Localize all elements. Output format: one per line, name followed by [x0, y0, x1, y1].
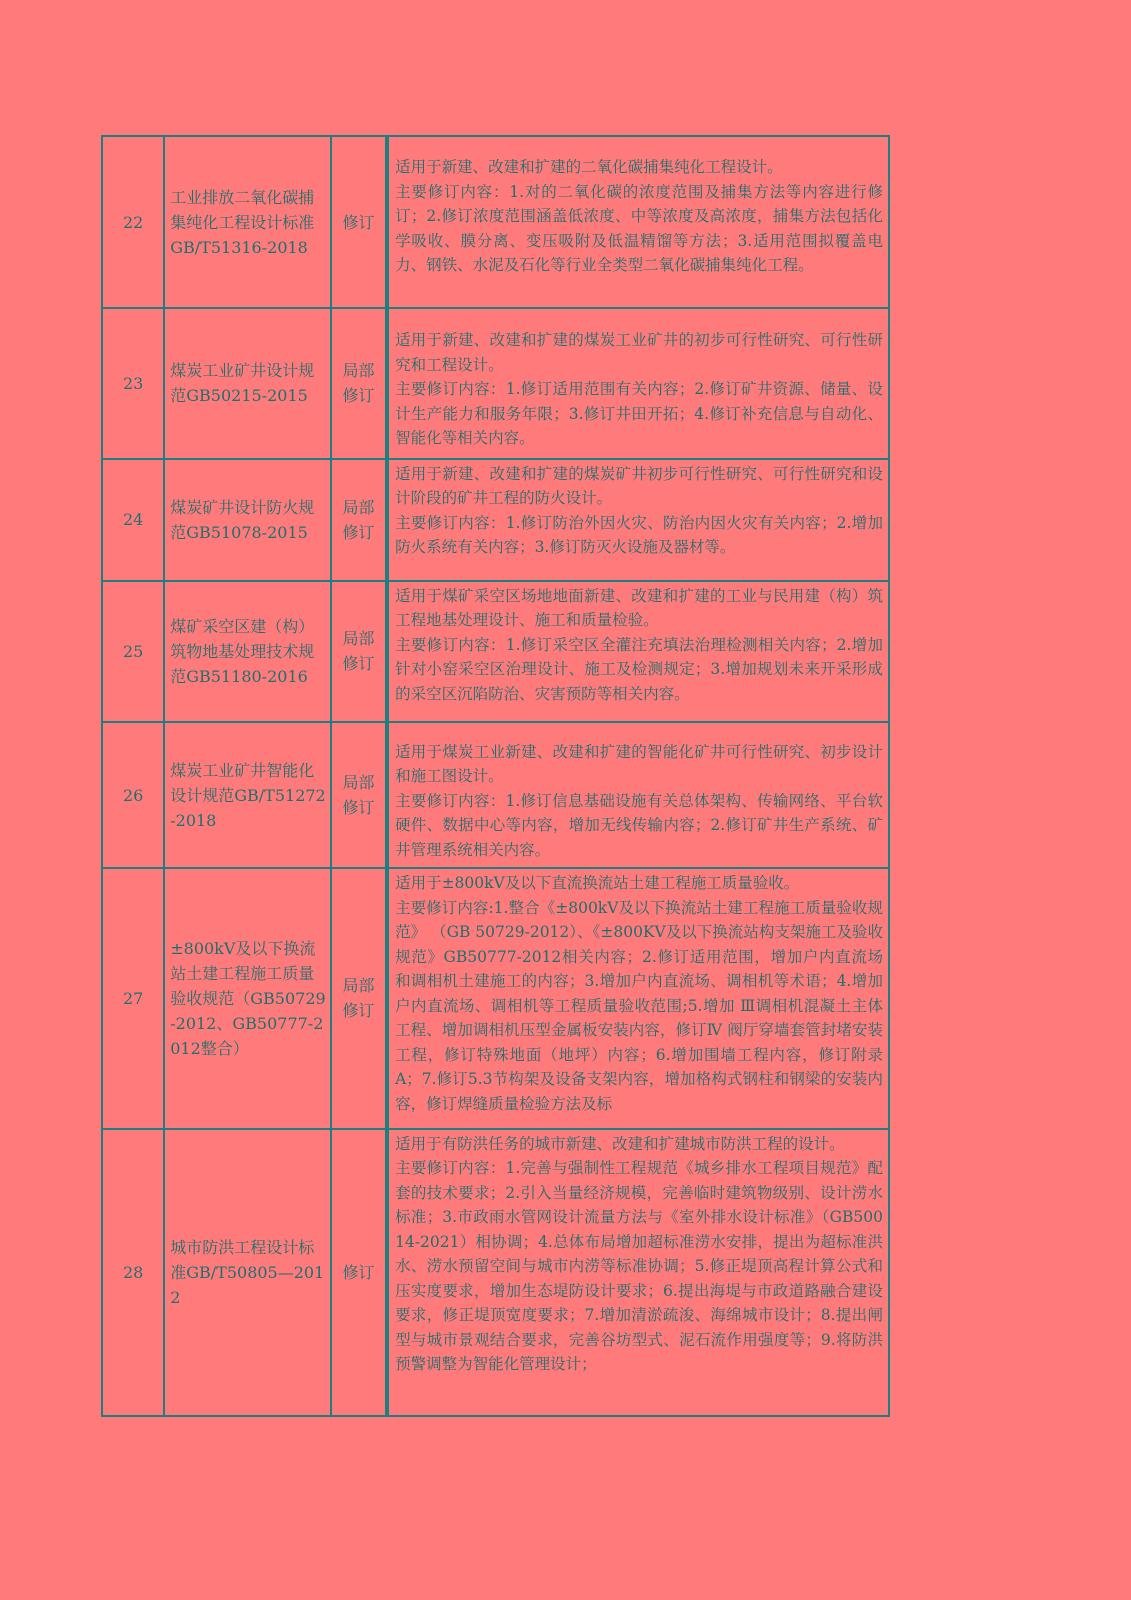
- revision-type: 局部修订: [332, 460, 387, 582]
- revision-description: [387, 1130, 890, 1417]
- row-number: 28: [103, 1130, 165, 1417]
- table-row: [103, 869, 890, 1129]
- row-number: 22: [103, 137, 165, 309]
- content-text: 主要修订内容：1.修订采空区全灌注充填法治理检测相关内容；2.增加针对小窑采空区治理设计、施工及检测规定；3.增加规划未来开采形成的采空区沉陷防治、灾害预防等相关内容。: [395, 635, 883, 703]
- content-text: 主要修订内容：1.完善与强制性工程规范《城乡排水工程项目规范》配套的技术要求；2.引入当量经济规模，完善临时建筑物级别、设计涝水标准；3.市政雨水管网设计流量方法与《室外排水设计标准》（GB50014-2021）相协调；4.总体布局增加超标准涝水安排，提出为超标准洪水、涝水预留空间与城市内涝等标准协调；5.修正堤顶高程计算公式和压实度要求，增加生态堤防设计要求；6.提出海堤与市政道路融合建设要求，修正堤顶宽度要求；7.增加清淤疏浚、海绵城市设计；8.提出闸型与城市景观结合要求，完善谷坊型式、泥石流作用强度等；9.将防洪预警调整为智能化管理设计；: [395, 1159, 883, 1374]
- revision-description: [387, 460, 890, 582]
- revision-description: [387, 869, 890, 1129]
- scope-text: 适用于煤矿采空区场地地面新建、改建和扩建的工业与民用建（构）筑工程地基处理设计、施工和质量检验。: [395, 586, 883, 630]
- standard-name: 煤矿采空区建（构）筑物地基处理技术规范GB51180-2016: [165, 582, 332, 723]
- standard-name: 城市防洪工程设计标准GB/T50805—2012: [165, 1130, 332, 1417]
- revision-type: 修订: [332, 137, 387, 309]
- table-row: [103, 1130, 890, 1417]
- standard-name: 煤炭矿井设计防火规范GB51078-2015: [165, 460, 332, 582]
- table-row: [103, 723, 890, 869]
- row-number: 27: [103, 869, 165, 1129]
- content-text: 主要修订内容：1.修订信息基础设施有关总体架构、传输网络、平台软硬件、数据中心等内容，增加无线传输内容；2.修订矿井生产系统、矿井管理系统相关内容。: [395, 791, 883, 859]
- revision-type: 局部修订: [332, 723, 387, 869]
- revision-type: 局部修订: [332, 869, 387, 1129]
- scope-text: 适用于有防洪任务的城市新建、改建和扩建城市防洪工程的设计。: [395, 1134, 845, 1153]
- revision-type: 局部修订: [332, 309, 387, 459]
- revision-description: [387, 309, 890, 459]
- standard-name: 煤炭工业矿井设计规范GB50215-2015: [165, 309, 332, 459]
- revision-type: 修订: [332, 1130, 387, 1417]
- row-number: 24: [103, 460, 165, 582]
- scope-text: 适用于新建、改建和扩建的煤炭工业矿井的初步可行性研究、可行性研究和工程设计。: [395, 331, 883, 374]
- revision-description: [387, 723, 890, 869]
- standard-name: 工业排放二氧化碳捕集纯化工程设计标准GB/T51316-2018: [165, 137, 332, 309]
- table-row: [103, 582, 890, 723]
- row-number: 26: [103, 723, 165, 869]
- row-number: 23: [103, 309, 165, 459]
- table-row: [103, 460, 890, 582]
- table-row: [103, 309, 890, 459]
- content-text: 主要修订内容：1.修订防治外因火灾、防治内因火灾有关内容；2.增加防火系统有关内容；3.修订防灭火设施及器材等。: [395, 513, 883, 556]
- scope-text: 适用于煤炭工业新建、改建和扩建的智能化矿井可行性研究、初步设计和施工图设计。: [395, 742, 883, 786]
- standards-table: [101, 135, 890, 1417]
- table-row: [103, 137, 890, 309]
- revision-type: 局部修订: [332, 582, 387, 723]
- scope-text: 适用于±800kV及以下直流换流站土建工程施工质量验收。: [395, 874, 800, 893]
- content-text: 主要修订内容：1.对的二氧化碳的浓度范围及捕集方法等内容进行修订；2.修订浓度范围涵盖低浓度、中等浓度及高浓度，捕集方法包括化学吸收、膜分离、变压吸附及低温精馏等方法；3.适用范围拟覆盖电力、钢铁、水泥及石化等行业全类型二氧化碳捕集纯化工程。: [395, 182, 883, 274]
- standard-name: ±800kV及以下换流站土建工程施工质量验收规范（GB50729-2012、GB50777-2012整合）: [165, 869, 332, 1129]
- revision-description: [387, 137, 890, 309]
- scope-text: 适用于新建、改建和扩建的煤炭矿井初步可行性研究、可行性研究和设计阶段的矿井工程的防火设计。: [395, 464, 883, 507]
- content-text: 主要修订内容：1.修订适用范围有关内容；2.修订矿井资源、储量、设计生产能力和服务年限；3.修订井田开拓；4.修订补充信息与自动化、智能化等相关内容。: [395, 380, 883, 448]
- revision-description: [387, 582, 890, 723]
- standard-name: 煤炭工业矿井智能化设计规范GB/T51272-2018: [165, 723, 332, 869]
- scope-text: 适用于新建、改建和扩建的二氧化碳捕集纯化工程设计。: [395, 158, 783, 176]
- row-number: 25: [103, 582, 165, 723]
- content-text: 主要修订内容:1.整合《±800kV及以下换流站土建工程施工质量验收规范》 （GB 50729-2012）、《±800KV及以下换流站构支架施工及验收规范》GB50777-2012相关内容；2.修订适用范围，增加户内直流场和调相机土建施工的内容；3.增加户内直流场、调相机等术语；4.增加户内直流场、调相机等工程质量验收范围;5.增加 Ⅲ调相机混凝土主体工程、增加调相机压型金属板安装内容，修订Ⅳ 阀厅穿墙套管封堵安装工程，修订特殊地面（地坪）内容；6.增加围墙工程内容，修订附录A；7.修订5.3节构架及设备支架内容，增加格构式钢柱和钢梁的安装内容，修订焊缝质量检验方法及标: [395, 898, 883, 1113]
